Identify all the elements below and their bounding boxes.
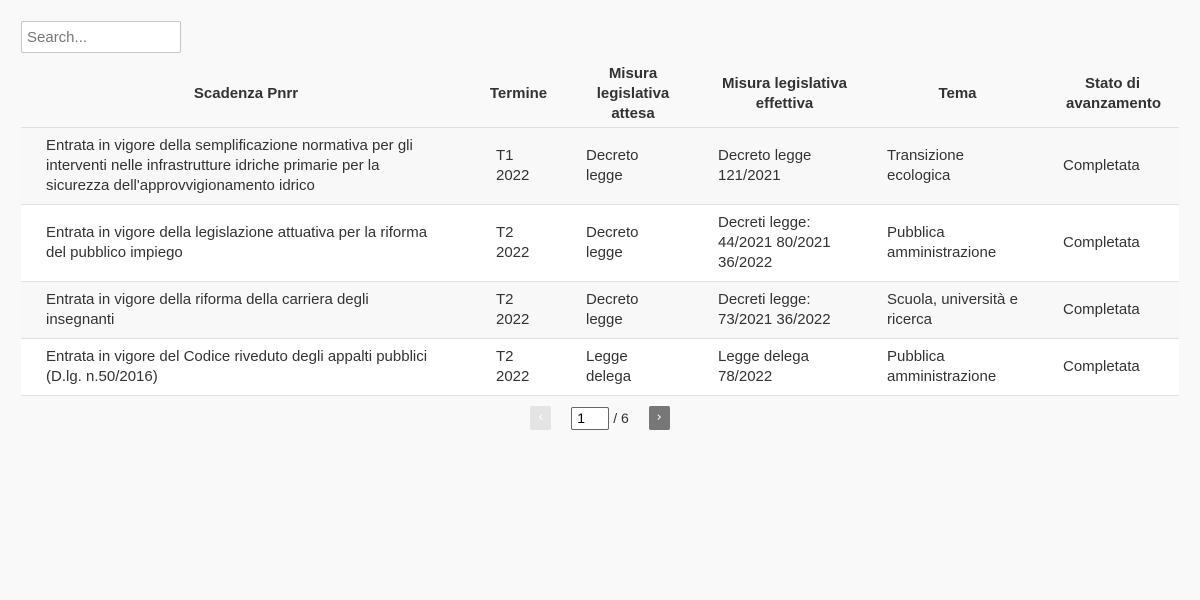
pagination	[21, 406, 1179, 430]
cell-misura-attesa: Decreto legge	[566, 205, 700, 282]
page-total-label: / 6	[613, 410, 629, 426]
cell-tema: Pubblica amministrazione	[869, 339, 1046, 396]
cell-tema: Transizione ecologica	[869, 128, 1046, 205]
cell-stato: Completata	[1046, 128, 1179, 205]
cell-misura-effettiva: Decreti legge: 44/2021 80/2021 36/2022	[700, 205, 869, 282]
column-header-scadenza[interactable]: Scadenza Pnrr	[21, 61, 471, 128]
cell-termine: T2 2022	[471, 205, 566, 282]
table-row	[21, 282, 1179, 339]
previous-page-button[interactable]: ‹	[530, 406, 551, 430]
cell-tema: Pubblica amministrazione	[869, 205, 1046, 282]
page-number-input[interactable]	[571, 407, 609, 430]
cell-stato: Completata	[1046, 282, 1179, 339]
cell-misura-attesa: Legge delega	[566, 339, 700, 396]
cell-misura-attesa: Decreto legge	[566, 282, 700, 339]
cell-scadenza: Entrata in vigore del Codice riveduto degli appalti pubblici (D.lg. n.50/2016)	[21, 339, 471, 396]
cell-termine: T1 2022	[471, 128, 566, 205]
cell-misura-effettiva: Decreto legge 121/2021	[700, 128, 869, 205]
column-header-tema[interactable]: Tema	[869, 61, 1046, 128]
cell-misura-attesa: Decreto legge	[566, 128, 700, 205]
cell-scadenza: Entrata in vigore della legislazione attuativa per la riforma del pubblico impiego	[21, 205, 471, 282]
table-row	[21, 128, 1179, 205]
cell-stato: Completata	[1046, 339, 1179, 396]
column-header-termine[interactable]: Termine	[471, 61, 566, 128]
cell-tema: Scuola, università e ricerca	[869, 282, 1046, 339]
search-input[interactable]	[21, 21, 181, 53]
next-page-button[interactable]: ›	[649, 406, 670, 430]
cell-stato: Completata	[1046, 205, 1179, 282]
cell-scadenza: Entrata in vigore della riforma della carriera degli insegnanti	[21, 282, 471, 339]
data-table	[21, 61, 1179, 396]
table-header-row	[21, 61, 1179, 128]
table-widget	[21, 21, 1179, 430]
table-row	[21, 339, 1179, 396]
cell-scadenza: Entrata in vigore della semplificazione normativa per gli interventi nelle infrastrutture idriche primarie per la sicurezza dell'approvvigionamento idrico	[21, 128, 471, 205]
column-header-misura-attesa[interactable]: Misura legislativa attesa	[566, 61, 700, 128]
column-header-misura-effettiva[interactable]: Misura legislativa effettiva	[700, 61, 869, 128]
cell-misura-effettiva: Decreti legge: 73/2021 36/2022	[700, 282, 869, 339]
cell-termine: T2 2022	[471, 339, 566, 396]
table-row	[21, 205, 1179, 282]
cell-termine: T2 2022	[471, 282, 566, 339]
column-header-stato[interactable]: Stato di avanzamento	[1046, 61, 1179, 128]
cell-misura-effettiva: Legge delega 78/2022	[700, 339, 869, 396]
